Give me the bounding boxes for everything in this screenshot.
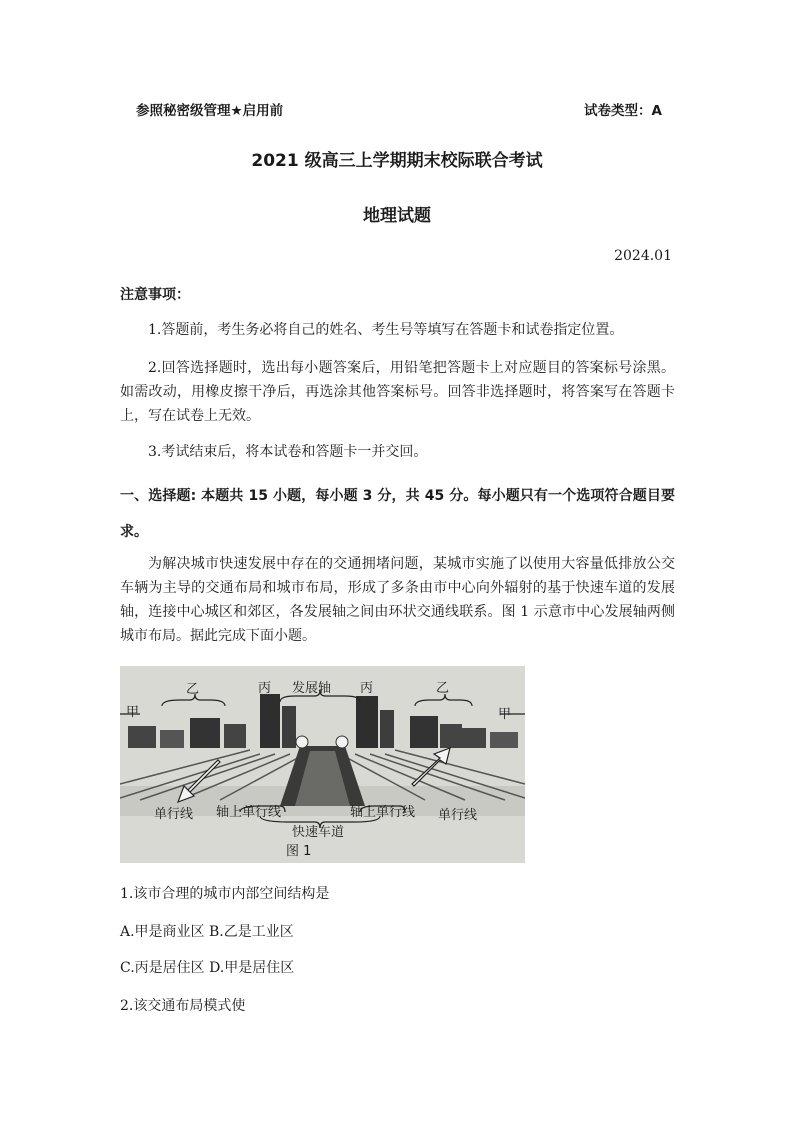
figure-label-express: 快速车道 <box>292 825 345 840</box>
question-1-stem: 1.该市合理的城市内部空间结构是 <box>120 886 330 902</box>
notice-item-1: 1.答题前，考生务必将自己的姓名、考生号等填写在答题卡和试卷指定位置。 <box>148 322 624 338</box>
figure-label-axis: 发展轴 <box>292 681 332 696</box>
question-1-options-ab: A.甲是商业区 B.乙是工业区 <box>120 924 294 940</box>
section-1-rest: 本题共 15 小题，每小题 3 分，共 45 分。每小题只有一个选项符合题目要求。 <box>120 488 675 540</box>
question-1-options-cd: C.丙是居住区 D.甲是居住区 <box>120 960 295 976</box>
figure-label-bing-right: 丙 <box>360 681 374 696</box>
section-1-lead: 一、选择题: <box>120 488 197 504</box>
exam-title: 2021 级高三上学期期末校际联合考试 <box>251 151 543 171</box>
figure-label-axis-oneway-left: 轴上单行线 <box>216 805 282 820</box>
question-2-stem: 2.该交通布局模式使 <box>120 998 246 1014</box>
figure-label-axis-oneway-right: 轴上单行线 <box>350 805 416 820</box>
confidentiality-label: 参照秘密级管理★启用前 <box>136 103 284 119</box>
paper-type-label: 试卷类型：A <box>584 103 662 119</box>
figure-label-yi-left: 乙 <box>186 682 200 697</box>
question-passage: 为解决城市快速发展中存在的交通拥堵问题，某城市实施了以使用大容量低排放公交车辆为主导的交通布局和城市布局，形成了多条由市中心向外辐射的基于快速车道的发展轴，连接中心城区和郊区，各发展轴之间由环状交通线联系。图 1 示意市中心发展轴两侧城市布局。据此完成下面小题。 <box>120 556 675 644</box>
notice-item-2: 2.回答选择题时，选出每小题答案后，用铅笔把答题卡上对应题目的答案标号涂黑。如需改动，用橡皮擦干净后，再选涂其他答案标号。回答非选择题时，将答案写在答题卡上，写在试卷上无效。 <box>120 360 675 424</box>
figure-1-illustration <box>120 666 525 863</box>
figure-label-bing-left: 丙 <box>258 681 272 696</box>
figure-label-jia-right: 甲 <box>498 707 512 722</box>
figure-label-oneway-right: 单行线 <box>438 808 478 823</box>
notice-item-3: 3.考试结束后，将本试卷和答题卡一并交回。 <box>148 444 428 460</box>
figure-label-yi-right: 乙 <box>436 681 450 696</box>
figure-1 <box>120 666 525 863</box>
figure-label-jia-left: 甲 <box>126 705 140 720</box>
notice-heading: 注意事项： <box>120 287 190 303</box>
section-1-heading <box>120 478 675 550</box>
exam-date: 2024.01 <box>614 248 672 264</box>
figure-caption: 图 1 <box>286 844 312 859</box>
subject-title: 地理试题 <box>363 206 431 226</box>
figure-label-oneway-left: 单行线 <box>154 807 194 822</box>
